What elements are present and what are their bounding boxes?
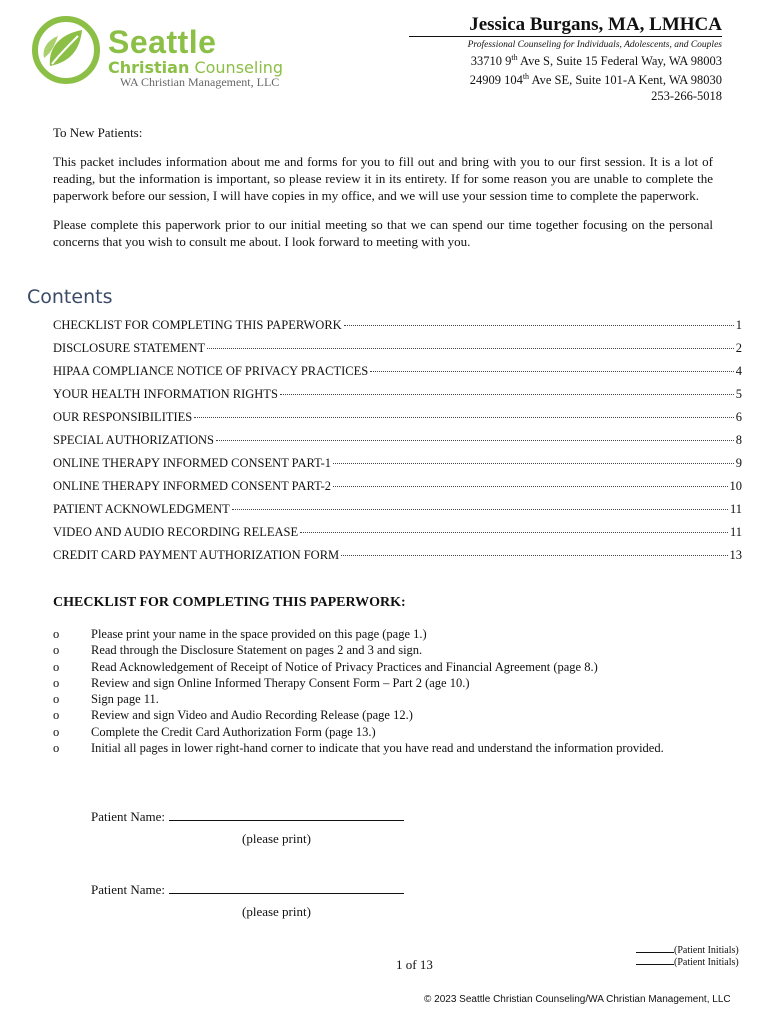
initials-label: (Patient Initials): [674, 945, 739, 956]
toc-item-page: 6: [735, 410, 742, 424]
checklist-item: [53, 626, 693, 642]
initials-line-1[interactable]: [636, 945, 739, 957]
salutation: To New Patients:: [53, 125, 143, 140]
bullet-icon: o: [53, 627, 60, 641]
logo-subtitle-rest: Counseling: [194, 58, 284, 77]
toc-leader: [207, 348, 734, 349]
patient-name-block-2: [91, 881, 404, 898]
phone-number: 253-266-5018: [651, 89, 722, 104]
patient-name-field[interactable]: [169, 808, 404, 821]
toc-item-page: 1: [735, 318, 742, 332]
toc-item-page: 10: [729, 479, 742, 493]
toc-item-title: CHECKLIST FOR COMPLETING THIS PAPERWORK: [53, 318, 342, 332]
bullet-icon: o: [53, 675, 60, 690]
toc-item[interactable]: [53, 341, 742, 364]
checklist-item-text: Complete the Credit Card Authorization Form (page 13.): [91, 724, 376, 739]
logo-company: WA Christian Management, LLC: [120, 75, 280, 89]
toc-item-title: OUR RESPONSIBILITIES: [53, 410, 193, 424]
contents-heading: Contents: [27, 286, 113, 308]
toc-item-title: CREDIT CARD PAYMENT AUTHORIZATION FORM: [53, 548, 340, 562]
intro-paragraph-1: This packet includes information about me and forms for you to fill out and bring with you to our first session. It is a lot of reading, but the information is important, so please review it in its entirety. If for some reason you are unable to complete the paperwork before our session, I will have copies in my office, and we will use your session time to complete the paperwork.: [53, 154, 713, 203]
toc-item-title: DISCLOSURE STATEMENT: [53, 341, 206, 355]
initials-field[interactable]: [636, 952, 674, 953]
toc-leader: [333, 486, 728, 487]
address-kent: 24909 104th Ave SE, Suite 101-A Kent, WA 98030: [469, 72, 722, 88]
toc-item-page: 4: [735, 364, 742, 378]
toc-item-page: 5: [735, 387, 742, 401]
toc-item-page: 11: [729, 525, 742, 539]
bullet-icon: o: [53, 708, 60, 723]
toc-item[interactable]: [53, 479, 742, 502]
intro-letter: [53, 124, 713, 260]
toc-item-title: VIDEO AND AUDIO RECORDING RELEASE: [53, 525, 299, 539]
toc-item[interactable]: [53, 548, 742, 571]
initials-field[interactable]: [636, 964, 674, 965]
toc-item[interactable]: [53, 433, 742, 456]
toc-item-page: 9: [735, 456, 742, 470]
checklist-item-text: Please print your name in the space provided on this page (page 1.): [91, 627, 427, 641]
checklist-item-text: Initial all pages in lower right-hand corner to indicate that you have read and understand the information provided.: [91, 741, 664, 756]
toc-item-title: PATIENT ACKNOWLEDGMENT: [53, 502, 230, 516]
checklist-item: [53, 740, 693, 756]
toc-item[interactable]: [53, 387, 742, 410]
patient-name-label: Patient Name:: [91, 882, 166, 897]
toc-leader: [216, 440, 734, 441]
bullet-icon: o: [53, 659, 60, 674]
checklist: [53, 626, 693, 756]
toc-item[interactable]: [53, 525, 742, 548]
toc-leader: [232, 509, 728, 510]
toc-item-title: SPECIAL AUTHORIZATIONS: [53, 433, 214, 447]
initials-line-2[interactable]: [636, 957, 739, 969]
toc-leader: [344, 325, 734, 326]
toc-item[interactable]: [53, 364, 742, 387]
toc-leader: [300, 532, 728, 533]
intro-paragraph-2: Please complete this paperwork prior to our initial meeting so that we can spend our time together focusing on the personal concerns that you wish to consult me about. I look forward to meeting with you.: [53, 217, 713, 249]
checklist-item: [53, 691, 693, 707]
patient-initials: [636, 945, 739, 969]
toc-leader: [333, 463, 734, 464]
toc-item[interactable]: [53, 318, 742, 341]
checklist-item-text: Review and sign Online Informed Therapy Consent Form – Part 2 (age 10.): [91, 675, 470, 690]
toc-item-page: 11: [729, 502, 742, 516]
bullet-icon: o: [53, 692, 60, 707]
toc-leader: [341, 555, 727, 556]
toc-item-page: 13: [729, 548, 742, 562]
patient-name-block-1: [91, 808, 404, 825]
print-note: (please print): [242, 831, 311, 846]
bullet-icon: o: [53, 643, 60, 658]
toc-item[interactable]: [53, 456, 742, 479]
checklist-item-text: Read through the Disclosure Statement on pages 2 and 3 and sign.: [91, 643, 423, 658]
checklist-item: [53, 724, 693, 740]
checklist-item-text: Read Acknowledgement of Receipt of Notice of Privacy Practices and Financial Agreement (page 8.): [91, 659, 598, 674]
table-of-contents: [53, 318, 742, 571]
bullet-icon: o: [53, 741, 60, 756]
patient-name-label: Patient Name:: [91, 809, 166, 824]
checklist-item: [53, 659, 693, 675]
toc-leader: [370, 371, 734, 372]
toc-item-title: ONLINE THERAPY INFORMED CONSENT PART-1: [53, 456, 331, 470]
copyright: © 2023 Seattle Christian Counseling/WA Christian Management, LLC: [424, 994, 731, 1005]
patient-name-field[interactable]: [169, 881, 404, 894]
bullet-icon: o: [53, 724, 60, 739]
logo: [30, 14, 310, 94]
counselor-name: Jessica Burgans, MA, LMHCA: [409, 14, 722, 37]
page-number: 1 of 13: [396, 957, 433, 972]
toc-item-page: 2: [735, 341, 742, 355]
checklist-heading: CHECKLIST FOR COMPLETING THIS PAPERWORK:: [53, 595, 406, 610]
address-federal-way: 33710 9th Ave S, Suite 15 Federal Way, WA 98003: [470, 53, 722, 69]
toc-item-title: YOUR HEALTH INFORMATION RIGHTS: [53, 387, 278, 401]
checklist-item-text: Review and sign Video and Audio Recording Release (page 12.): [91, 708, 413, 723]
checklist-item: [53, 642, 693, 658]
checklist-item: [53, 675, 693, 691]
logo-subtitle-bold: Christian: [108, 58, 190, 77]
checklist-item: [53, 707, 693, 723]
toc-item-page: 8: [735, 433, 742, 447]
print-note: (please print): [242, 904, 311, 919]
toc-item[interactable]: [53, 502, 742, 525]
toc-item-title: HIPAA COMPLIANCE NOTICE OF PRIVACY PRACTICES: [53, 364, 369, 378]
initials-label: (Patient Initials): [674, 957, 739, 968]
logo-title: Seattle: [108, 24, 217, 60]
letterhead: [362, 14, 722, 104]
toc-item-title: ONLINE THERAPY INFORMED CONSENT PART-2: [53, 479, 331, 493]
toc-leader: [280, 394, 734, 395]
checklist-item-text: Sign page 11.: [91, 692, 159, 707]
toc-item[interactable]: [53, 410, 742, 433]
toc-leader: [194, 417, 734, 418]
tagline: Professional Counseling for Individuals, Adolescents, and Couples: [467, 40, 722, 50]
leaf-logo-icon: [30, 14, 102, 84]
